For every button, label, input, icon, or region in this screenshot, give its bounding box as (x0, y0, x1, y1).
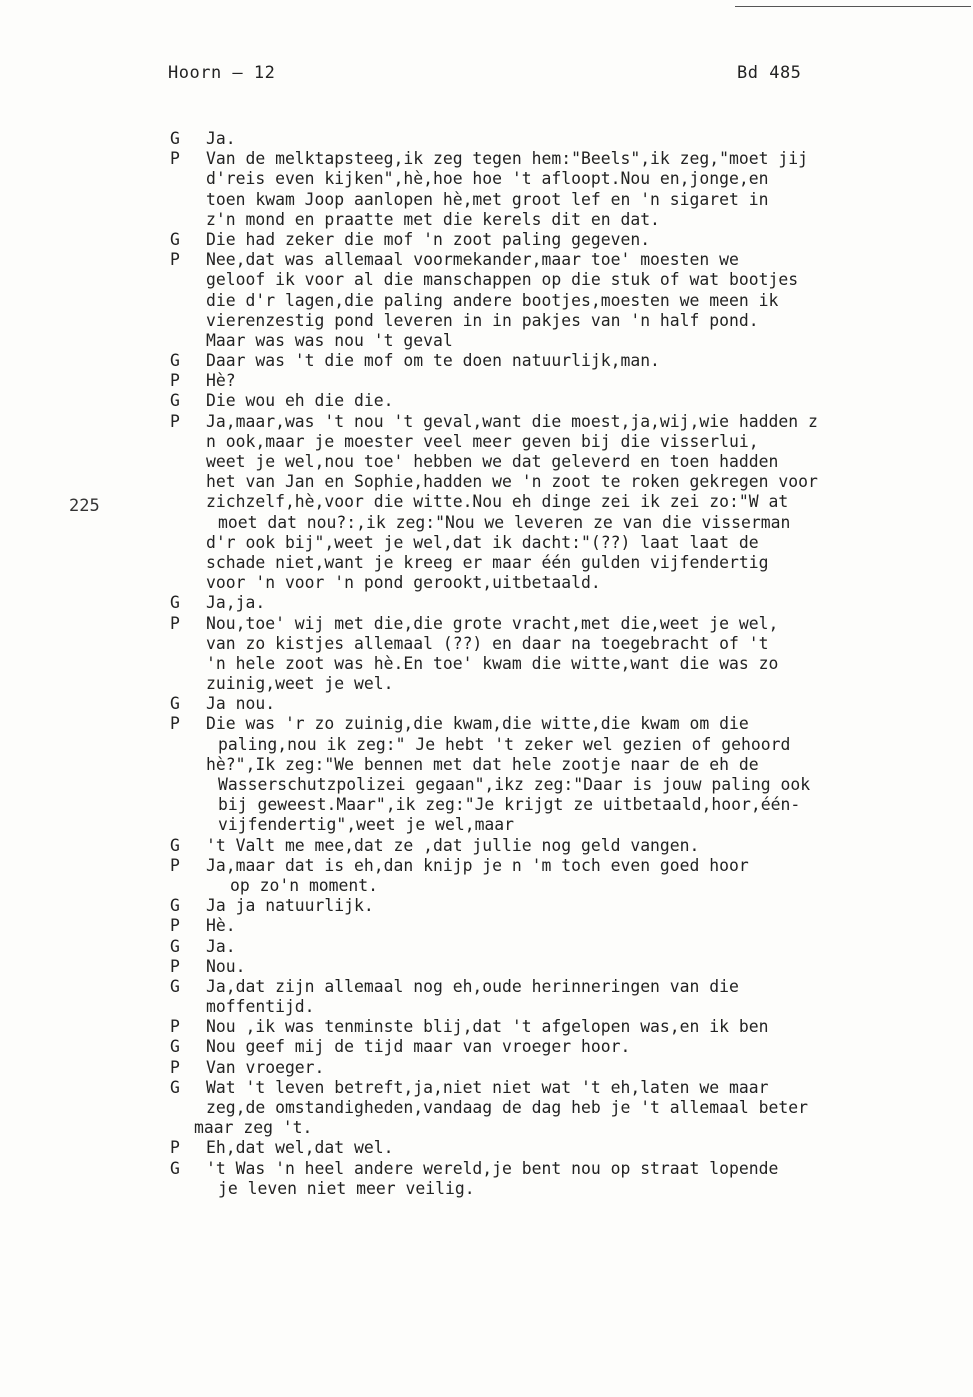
utterance-text: Nou. (206, 956, 246, 976)
utterance-text: weet je wel,nou toe' hebben we dat geleverd en toen hadden (206, 452, 779, 471)
transcript-line (170, 513, 970, 533)
transcript-line (170, 1017, 970, 1037)
utterance-text: Ja,maar dat is eh,dan knijp je n 'm toch even goed hoor (206, 855, 749, 875)
utterance-text: vijfendertig",weet je wel,maar (218, 815, 515, 835)
speaker-code: G (170, 1158, 180, 1178)
transcript-line (170, 432, 970, 452)
transcript-line (170, 169, 970, 189)
utterance-text: je leven niet meer veilig. (218, 1178, 475, 1198)
transcript-line (170, 1179, 970, 1199)
transcript-line (170, 230, 970, 250)
utterance-text: 't Valt me mee,dat ze ,dat jullie nog geld vangen. (206, 835, 700, 855)
transcript-line (170, 1037, 970, 1057)
utterance-text: d'reis even kijken",hè,hoe hoe 't afloopt.Nou en,jonge,en (206, 169, 769, 189)
utterance-text: vierenzestig pond leveren in in pakjes van 'n half pond. (206, 310, 759, 330)
speaker-code: G (170, 1037, 180, 1057)
utterance-text: schade niet,want je kreeg er maar één gulden vijfendertig (206, 552, 769, 572)
transcript-line (170, 371, 970, 391)
speaker-code: G (170, 835, 180, 855)
speaker-code: P (170, 613, 180, 633)
transcript-line (170, 997, 970, 1017)
transcript-line (170, 1159, 970, 1179)
transcript-line (170, 856, 970, 876)
transcript-line (170, 311, 970, 331)
utterance-text: d'r ook bij",weet je wel,dat ik dacht:"(??) laat laat de (206, 532, 759, 552)
transcript-body (170, 129, 970, 1199)
utterance-text: die d'r lagen,die paling andere bootjes,moesten we meen ik (206, 290, 779, 310)
speaker-code: P (170, 149, 180, 169)
transcript-line (170, 533, 970, 553)
speaker-code: P (170, 371, 180, 391)
transcript-line (170, 795, 970, 815)
utterance-text: hè?",Ik zeg:"We bennen met dat hele zootje naar de eh de (206, 754, 759, 774)
utterance-text: Ja,maar,was 't nou 't geval,want die moest,ja,wij,wie hadden z (206, 411, 818, 431)
utterance-text: het van Jan en Sophie,hadden we 'n zoot te roken gekregen voor (206, 472, 818, 492)
utterance-text: Wasserschutzpolizei gegaan",ikz zeg:"Daar is jouw paling ook (218, 775, 811, 794)
transcript-line (170, 553, 970, 573)
utterance-text: Die had zeker die mof 'n zoot paling gegeven. (206, 229, 651, 249)
transcript-line (170, 1098, 970, 1118)
utterance-text: bij geweest.Maar",ik zeg:"Je krijgt ze uitbetaald,hoor,één- (218, 795, 801, 815)
transcript-line (170, 654, 970, 674)
transcript-line (170, 492, 970, 512)
transcript-line (170, 815, 970, 835)
transcript-line (170, 634, 970, 654)
utterance-text: 't Was 'n heel andere wereld,je bent nou op straat lopende (206, 1158, 779, 1178)
transcript-line (170, 937, 970, 957)
transcript-line (170, 614, 970, 634)
transcript-line (170, 694, 970, 714)
transcript-line (170, 876, 970, 896)
transcript-line (170, 452, 970, 472)
utterance-text: maar zeg 't. (194, 1118, 313, 1138)
speaker-code: P (170, 411, 180, 431)
utterance-text: Die was 'r zo zuinig,die kwam,die witte,die kwam om die (206, 714, 749, 734)
speaker-code: P (170, 1057, 180, 1077)
speaker-code: G (170, 694, 180, 714)
utterance-text: toen kwam Joop aanlopen hè,met groot lef en 'n sigaret in (206, 189, 769, 209)
utterance-text: zichzelf,hè,voor die witte.Nou eh dinge zei ik zei zo:"W at (206, 492, 789, 512)
speaker-code: G (170, 936, 180, 956)
header-reference: Bd 485 (737, 63, 802, 83)
utterance-text: Wat 't leven betreft,ja,niet niet wat 't eh,laten we maar (206, 1077, 769, 1097)
speaker-code: G (170, 976, 180, 996)
transcript-line (170, 1118, 970, 1138)
utterance-text: geloof ik voor al die manschappen op die stuk of wat bootjes (206, 270, 799, 290)
transcript-line (170, 391, 970, 411)
utterance-text: z'n mond en praatte met die kerels dit en dat. (206, 209, 660, 229)
transcript-line (170, 331, 970, 351)
utterance-text: Ja,dat zijn allemaal nog eh,oude herinneringen van die (206, 976, 739, 996)
utterance-text: paling,nou ik zeg:" Je hebt 't zeker wel gezien of gehoord (218, 734, 791, 754)
transcript-line (170, 573, 970, 593)
speaker-code: G (170, 1077, 180, 1097)
speaker-code: P (170, 956, 180, 976)
utterance-text: zeg,de omstandigheden,vandaag de dag heb je 't allemaal beter (206, 1098, 808, 1117)
utterance-text: voor 'n voor 'n pond gerookt,uitbetaald. (206, 573, 601, 593)
speaker-code: P (170, 714, 180, 734)
transcript-line (170, 250, 970, 270)
transcript-line (170, 957, 970, 977)
transcript-line (170, 896, 970, 916)
transcript-line (170, 735, 970, 755)
transcript-line (170, 129, 970, 149)
utterance-text: Nou geef mij de tijd maar van vroeger hoor. (206, 1037, 631, 1057)
transcript-line (170, 755, 970, 775)
transcript-line (170, 291, 970, 311)
speaker-code: G (170, 129, 180, 148)
utterance-text: moet dat nou?:,ik zeg:"Nou we leveren ze van die visserman (218, 512, 791, 532)
transcript-line (170, 351, 970, 371)
utterance-text: Die wou eh die die. (206, 391, 394, 411)
transcript-line (170, 714, 970, 734)
speaker-code: P (170, 1138, 180, 1158)
speaker-code: G (170, 896, 180, 916)
utterance-text: Ja nou. (206, 694, 276, 714)
utterance-text: moffentijd. (206, 997, 315, 1017)
utterance-text: Ja. (206, 936, 236, 956)
speaker-code: G (170, 593, 180, 613)
utterance-text: Nou ,ik was tenminste blij,dat 't afgelopen was,en ik ben (206, 1017, 769, 1037)
speaker-code: G (170, 351, 180, 371)
utterance-text: Hè? (206, 371, 236, 391)
speaker-code: G (170, 229, 180, 249)
utterance-text: op zo'n moment. (230, 875, 379, 895)
utterance-text: Eh,dat wel,dat wel. (206, 1138, 394, 1158)
utterance-text: Nee,dat was allemaal voormekander,maar toe' moesten we (206, 250, 739, 270)
utterance-text: n ook,maar je moester veel meer geven bij die visserlui, (206, 431, 759, 451)
transcript-line (170, 836, 970, 856)
utterance-text: Daar was 't die mof om te doen natuurlijk,man. (206, 351, 660, 371)
utterance-text: zuinig,weet je wel. (206, 674, 394, 694)
speaker-code: P (170, 250, 180, 270)
utterance-text: Ja. (206, 129, 236, 148)
header-location: Hoorn – 12 (168, 63, 276, 83)
utterance-text: Van vroeger. (206, 1057, 325, 1077)
margin-page-number: 225 (69, 496, 100, 516)
transcript-line (170, 210, 970, 230)
transcript-line (170, 674, 970, 694)
utterance-text: Van de melktapsteeg,ik zeg tegen hem:"Beels",ik zeg,"moet jij (206, 149, 808, 169)
transcript-line (170, 977, 970, 997)
utterance-text: van zo kistjes allemaal (??) en daar na toegebracht of 't (206, 633, 769, 653)
utterance-text: Maar was was nou 't geval (206, 330, 453, 350)
transcript-line (170, 472, 970, 492)
transcript-line (170, 270, 970, 290)
utterance-text: 'n hele zoot was hè.En toe' kwam die witte,want die was zo (206, 653, 779, 673)
utterance-text: Ja ja natuurlijk. (206, 896, 374, 916)
transcript-line (170, 1078, 970, 1098)
transcript-line (170, 593, 970, 613)
utterance-text: Ja,ja. (206, 593, 266, 613)
transcript-line (170, 1138, 970, 1158)
top-rule (735, 6, 971, 7)
utterance-text: Hè. (206, 916, 236, 936)
utterance-text: Nou,toe' wij met die,die grote vracht,met die,weet je wel, (206, 613, 779, 633)
transcript-line (170, 775, 970, 795)
speaker-code: P (170, 916, 180, 936)
speaker-code: P (170, 1017, 180, 1037)
transcript-line (170, 1058, 970, 1078)
transcript-line (170, 412, 970, 432)
speaker-code: P (170, 855, 180, 875)
transcript-line (170, 190, 970, 210)
speaker-code: G (170, 391, 180, 411)
transcript-line (170, 149, 970, 169)
transcript-line (170, 916, 970, 936)
